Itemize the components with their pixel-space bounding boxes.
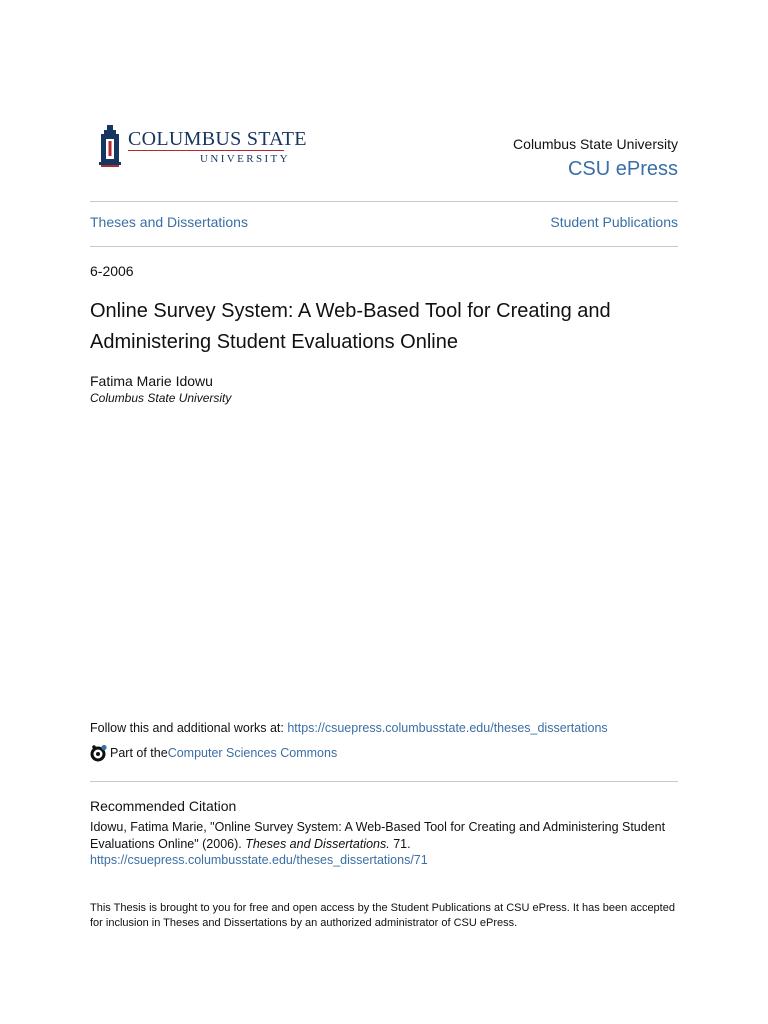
student-publications-link[interactable]: Student Publications [550, 214, 678, 230]
institution-name: Columbus State University [513, 136, 678, 152]
document-title [90, 296, 680, 358]
logo-divider [128, 150, 284, 151]
follow-url-link[interactable]: https://csuepress.columbusstate.edu/theses_dissertations [287, 721, 608, 735]
citation-url-link[interactable]: https://csuepress.columbusstate.edu/theses_dissertations/71 [90, 853, 428, 867]
divider-citation [90, 781, 678, 782]
author-affiliation: Columbus State University [90, 391, 232, 405]
title-line-1: Online Survey System: A Web-Based Tool for Creating and [90, 300, 611, 322]
citation-number: 71. [389, 836, 411, 851]
logo-wordmark [128, 128, 307, 165]
tower-emblem-icon [98, 124, 126, 170]
divider-top [90, 201, 678, 202]
part-of-label: Part of the [110, 746, 168, 760]
computer-sciences-commons-link[interactable]: Computer Sciences Commons [167, 746, 338, 760]
citation-body: Idowu, Fatima Marie, "Online Survey System: A Web-Based Tool for Creating and Administering Student Evaluations Online" (2006). [90, 820, 666, 851]
title-line-2: Administering Student Evaluations Online [90, 331, 458, 353]
logo-line-1: COLUMBUS STATE [128, 128, 307, 150]
divider-nav [90, 246, 678, 247]
commons-network-icon [90, 744, 108, 762]
follow-line [90, 721, 608, 735]
theses-dissertations-link[interactable]: Theses and Dissertations [90, 214, 248, 230]
citation-series: Theses and Dissertations. [245, 836, 390, 851]
logo-line-2: UNIVERSITY [200, 153, 290, 165]
csu-epress-link[interactable]: CSU ePress [567, 158, 678, 180]
follow-label: Follow this and additional works at: [90, 721, 288, 735]
part-of-line [90, 744, 337, 762]
author-name: Fatima Marie Idowu [90, 373, 213, 389]
recommended-citation-heading: Recommended Citation [90, 798, 237, 814]
access-statement: This Thesis is brought to you for free and open access by the Student Publications at CSU ePress. It has been accepted for inclusion in Theses and Dissertations by an authorized administrator of CSU ePress. [90, 902, 675, 929]
citation-text [90, 819, 680, 869]
publication-date: 6-2006 [90, 263, 134, 279]
